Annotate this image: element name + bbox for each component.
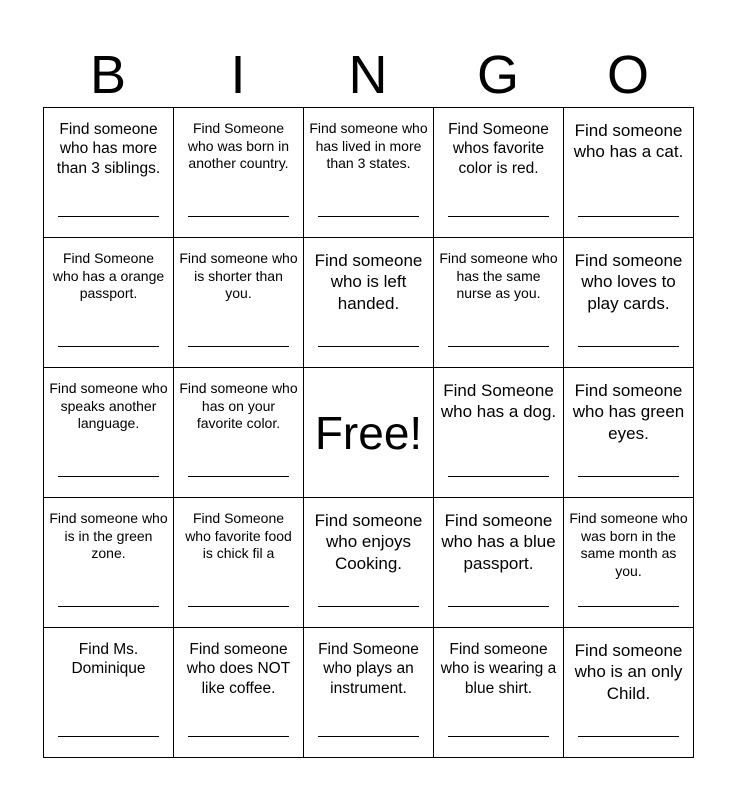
cell-prompt: Find someone who loves to play cards.: [574, 251, 683, 313]
signature-line[interactable]: [58, 476, 159, 477]
cell-prompt: Find someone who has more than 3 siblings.: [56, 121, 161, 177]
bingo-cell[interactable]: [433, 237, 564, 368]
bingo-cell[interactable]: [303, 237, 434, 368]
header-letter-i: I: [230, 45, 246, 105]
cell-prompt: Find someone who has a blue passport.: [441, 511, 556, 573]
cell-prompt: Find someone who has the same nurse as you.: [439, 250, 558, 301]
signature-line[interactable]: [578, 216, 679, 217]
cell-prompt: Find someone who speaks another language.: [49, 380, 168, 431]
cell-prompt: Find someone who was born in the same month as you.: [569, 510, 688, 579]
cell-prompt: Find someone who does NOT like coffee.: [186, 641, 291, 697]
cell-prompt: Find someone who has green eyes.: [572, 381, 685, 443]
bingo-cell[interactable]: [303, 627, 434, 758]
signature-line[interactable]: [318, 346, 419, 347]
cell-prompt: Find Someone who was born in another country.: [187, 120, 290, 171]
bingo-cell[interactable]: [563, 367, 694, 498]
bingo-cell[interactable]: [303, 107, 434, 238]
bingo-cell[interactable]: [303, 497, 434, 628]
signature-line[interactable]: [578, 476, 679, 477]
bingo-cell[interactable]: [433, 367, 564, 498]
signature-line[interactable]: [448, 606, 549, 607]
signature-line[interactable]: [318, 736, 419, 737]
bingo-cell[interactable]: [43, 497, 174, 628]
cell-prompt: Find Ms. Dominique: [71, 641, 146, 678]
cell-prompt: Find someone who has lived in more than 3 states.: [309, 120, 428, 171]
signature-line[interactable]: [318, 216, 419, 217]
signature-line[interactable]: [188, 606, 289, 607]
signature-line[interactable]: [58, 346, 159, 347]
bingo-cell[interactable]: [563, 627, 694, 758]
cell-prompt: Find someone who is wearing a blue shirt.: [440, 641, 557, 697]
signature-line[interactable]: [58, 736, 159, 737]
cell-prompt: Find Someone who plays an instrument.: [318, 641, 419, 697]
bingo-header: [43, 44, 693, 106]
cell-prompt: Find someone who is shorter than you.: [179, 250, 298, 301]
cell-prompt: Find Someone who has a orange passport.: [52, 250, 165, 301]
signature-line[interactable]: [578, 606, 679, 607]
signature-line[interactable]: [188, 736, 289, 737]
bingo-cell[interactable]: [563, 497, 694, 628]
bingo-grid: [43, 107, 693, 757]
header-letter-n: N: [348, 45, 388, 105]
bingo-cell[interactable]: [173, 627, 304, 758]
signature-line[interactable]: [578, 346, 679, 347]
bingo-cell[interactable]: [43, 627, 174, 758]
signature-line[interactable]: [448, 736, 549, 737]
signature-line[interactable]: [58, 216, 159, 217]
free-cell[interactable]: [303, 367, 434, 498]
bingo-cell[interactable]: [433, 497, 564, 628]
bingo-cell[interactable]: [563, 107, 694, 238]
bingo-cell[interactable]: [43, 237, 174, 368]
cell-prompt: Find someone who is in the green zone.: [49, 510, 168, 561]
signature-line[interactable]: [578, 736, 679, 737]
cell-prompt: Find Someone who has a dog.: [440, 381, 557, 422]
signature-line[interactable]: [448, 476, 549, 477]
cell-prompt: Find someone who is an only Child.: [574, 641, 683, 703]
signature-line[interactable]: [58, 606, 159, 607]
header-letter-b: B: [89, 45, 127, 105]
free-label: Free!: [314, 406, 423, 459]
signature-line[interactable]: [318, 606, 419, 607]
bingo-cell[interactable]: [563, 237, 694, 368]
cell-prompt: Find Someone who favorite food is chick fil a: [185, 510, 292, 561]
bingo-cell[interactable]: [173, 367, 304, 498]
cell-prompt: Find Someone whos favorite color is red.: [448, 121, 549, 177]
cell-prompt: Find someone who has on your favorite color.: [179, 380, 298, 431]
bingo-cell[interactable]: [43, 367, 174, 498]
bingo-cell[interactable]: [173, 237, 304, 368]
signature-line[interactable]: [448, 346, 549, 347]
signature-line[interactable]: [448, 216, 549, 217]
bingo-cell[interactable]: [43, 107, 174, 238]
signature-line[interactable]: [188, 216, 289, 217]
header-letter-g: G: [476, 45, 519, 105]
cell-prompt: Find someone who is left handed.: [314, 251, 423, 313]
signature-line[interactable]: [188, 346, 289, 347]
header-letter-o: O: [606, 45, 649, 105]
signature-line[interactable]: [188, 476, 289, 477]
bingo-cell[interactable]: [433, 627, 564, 758]
bingo-cell[interactable]: [173, 497, 304, 628]
bingo-cell[interactable]: [433, 107, 564, 238]
bingo-cell[interactable]: [173, 107, 304, 238]
cell-prompt: Find someone who has a cat.: [573, 121, 684, 162]
cell-prompt: Find someone who enjoys Cooking.: [314, 511, 423, 573]
